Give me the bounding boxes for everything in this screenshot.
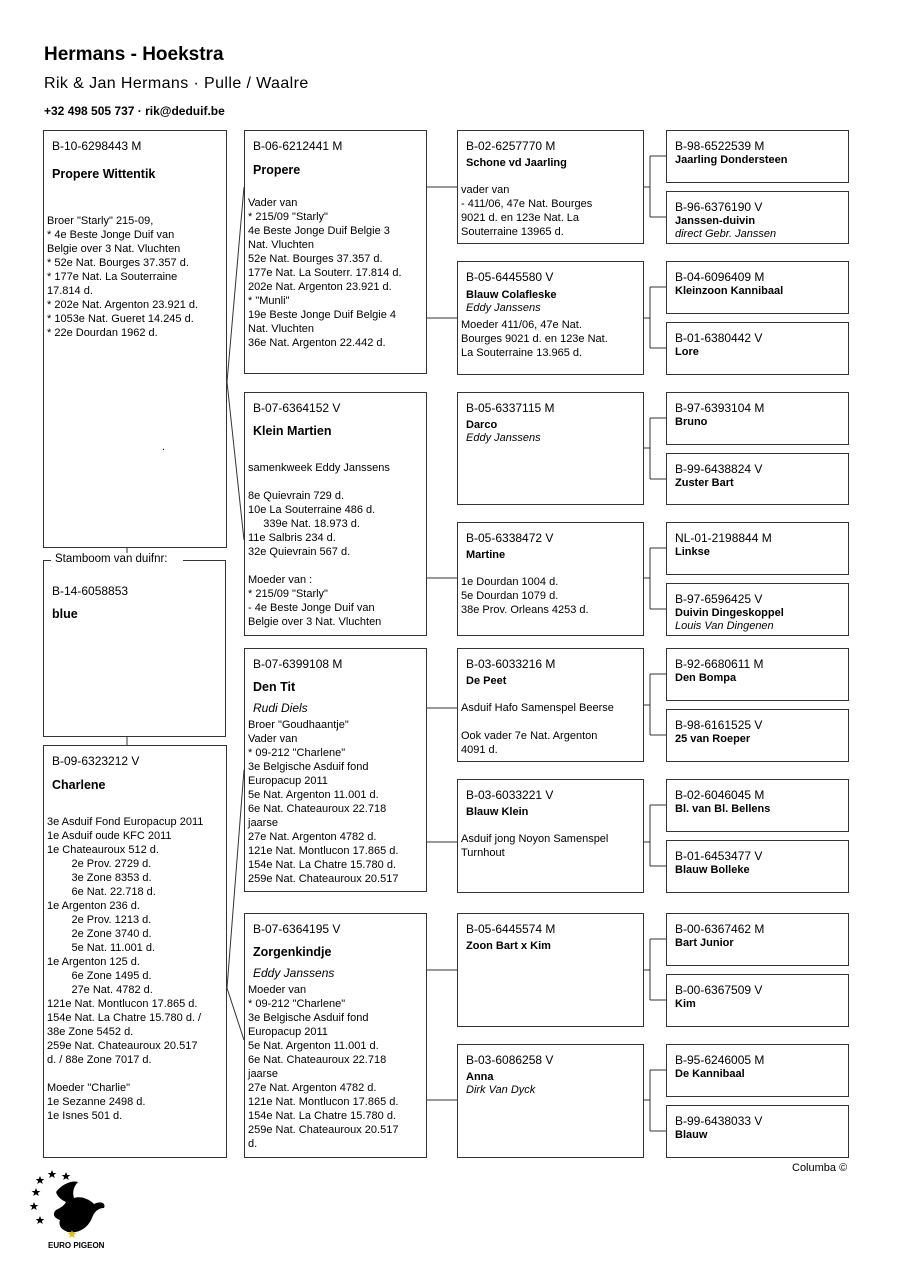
g3-info: Asduif Hafo Samenspel Beerse Ook vader 7e Nat. Argenton 4091 d.: [461, 702, 614, 756]
g2-ring: B-07-6399108 M: [253, 657, 343, 671]
g2-ring: B-06-6212441 M: [253, 139, 343, 153]
g4-name: Bruno: [675, 416, 708, 428]
g4-name: Jaarling Dondersteen: [675, 154, 788, 166]
g4-ring: B-01-6453477 V: [675, 849, 763, 863]
g3-info: Moeder 411/06, 47e Nat. Bourges 9021 d. en 123e Nat. La Souterraine 13.965 d.: [461, 319, 608, 359]
g4-name: Kleinzoon Kannibaal: [675, 285, 784, 297]
logo-text: EURO PIGEON: [48, 1241, 105, 1250]
dam-info: 3e Asduif Fond Europacup 2011 1e Asduif oude KFC 2011 1e Chateauroux 512 d. 2e Prov. 2729 d. 3e Zone 8353 d. 6e Nat. 22.718 d. 1e Argenton 236 d. 2e Prov. 1213 d. 2e Zone 3740 d. 5e Nat. 11.001 d. 1e Argenton 125 d. 6e Zone 1495 d. 27e Nat. 4782 d. 121e Nat. Montlucon 17.865 d. 154e Nat. La Chatre 15.780 d. / 38e Zone 5452 d. 259e Nat. Chateauroux 20.517 d. / 88e Zone 7017 d. Moeder "Charlie" 1e Sezanne 2498 d. 1e Isnes 501 d.: [47, 816, 204, 1122]
g2-name: Zorgenkindje: [253, 945, 332, 959]
g4-name: 25 van Roeper: [675, 733, 751, 745]
g4-ring: NL-01-2198844 M: [675, 531, 772, 545]
g4-name: Blauw: [675, 1129, 708, 1141]
g2-breeder: Rudi Diels: [253, 701, 308, 715]
g4-box: [666, 648, 849, 701]
g4-name: Blauw Bolleke: [675, 864, 750, 876]
g4-ring: B-04-6096409 M: [675, 270, 765, 284]
g4-box: [666, 779, 849, 832]
g4-ring: B-97-6596425 V: [675, 592, 763, 606]
dove-with-stars-icon: [28, 1170, 118, 1242]
subject-box: [43, 130, 227, 548]
subject-name: Propere Wittentik: [52, 167, 156, 181]
g4-box: [666, 261, 849, 314]
g4-ring: B-95-6246005 M: [675, 1053, 765, 1067]
g3-ring: B-05-6337115 M: [466, 401, 555, 415]
g3-box: [457, 779, 644, 893]
g2-info: samenkweek Eddy Janssens 8e Quievrain 729 d. 10e La Souterraine 486 d. 339e Nat. 18.973 d. 11e Salbris 234 d. 32e Quievrain 567 d. Moeder van : * 215/09 "Starly" - 4e Beste Jonge Duif van Belgie over 3 Nat. Vluchten: [248, 462, 390, 628]
g3-box: [457, 648, 644, 762]
g3-info: Asduif jong Noyon Samenspel Turnhout: [461, 833, 609, 859]
g4-ring: B-00-6367509 V: [675, 983, 763, 997]
g4-box: [666, 453, 849, 505]
g4-ring: B-02-6046045 M: [675, 788, 765, 802]
g4-ring: B-99-6438824 V: [675, 462, 763, 476]
connector-line: [227, 187, 244, 382]
g4-ring: B-92-6680611 M: [675, 657, 764, 671]
g3-breeder: Eddy Janssens: [466, 302, 541, 314]
g2-box: [244, 392, 427, 636]
g4-name: Den Bompa: [675, 672, 737, 684]
g2-name: Den Tit: [253, 680, 296, 694]
g3-ring: B-05-6338472 V: [466, 531, 554, 545]
dam-box: [43, 745, 227, 1158]
g4-box: [666, 522, 849, 575]
g4-name: Duivin Dingeskoppel: [675, 607, 784, 619]
g2-name: Klein Martien: [253, 424, 332, 438]
g2-box: [244, 913, 427, 1158]
g3-ring: B-03-6033221 V: [466, 788, 554, 802]
g3-box: [457, 522, 644, 636]
connector-line: [227, 770, 244, 988]
g3-ring: B-05-6445580 V: [466, 270, 554, 284]
g3-name: Martine: [466, 549, 506, 561]
g3-name: Anna: [466, 1071, 494, 1083]
g2-info: Vader van * 215/09 "Starly" 4e Beste Jonge Duif Belgie 3 Nat. Vluchten 52e Nat. Bourges 37.357 d. 177e Nat. La Souterr. 17.814 d. 202e Nat. Argenton 23.921 d. * "Munli" 19e Beste Jonge Duif Belgie 4 Nat. Vluchten 36e Nat. Argenton 22.442 d.: [248, 197, 402, 349]
g3-name: Blauw Colafleske: [466, 289, 557, 301]
g4-ring: B-97-6393104 M: [675, 401, 765, 415]
g3-box: [457, 1044, 644, 1158]
g4-box: [666, 840, 849, 893]
g4-breeder: direct Gebr. Janssen: [675, 228, 777, 240]
stamboom-label: Stamboom van duifnr:: [52, 553, 171, 565]
dam-ring: B-09-6323212 V: [52, 754, 140, 768]
g3-box: [457, 261, 644, 375]
g3-info: vader van - 411/06, 47e Nat. Bourges 9021 d. en 123e Nat. La Souterraine 13965 d.: [461, 184, 593, 238]
g4-name: Janssen-duivin: [675, 215, 756, 227]
subject-info: Broer "Starly" 215-09, * 4e Beste Jonge Duif van Belgie over 3 Nat. Vluchten * 52e Nat. Bourges 37.357 d. * 177e Nat. La Souterraine 17.814 d. * 202e Nat. Argenton 23.921 d. * 1053e Nat. Gueret 14.245 d. * 22e Dourdan 1962 d.: [47, 215, 199, 339]
g4-name: De Kannibaal: [675, 1068, 745, 1080]
g4-ring: B-00-6367462 M: [675, 922, 765, 936]
owner-subtitle: Rik & Jan Hermans · Pulle / Waalre: [44, 75, 309, 92]
dam-name: Charlene: [52, 778, 106, 792]
g4-name: Kim: [675, 998, 696, 1010]
contact-line: +32 498 505 737 · rik@deduif.be: [44, 104, 225, 118]
g4-box: [666, 1105, 849, 1158]
g3-breeder: Dirk Van Dyck: [466, 1084, 536, 1096]
copyright-text: Columba ©: [792, 1162, 848, 1174]
g3-box: [457, 130, 644, 244]
g4-breeder: Louis Van Dingenen: [675, 620, 774, 632]
g3-name: Darco: [466, 419, 498, 431]
g4-box: [666, 974, 849, 1027]
g2-name: Propere: [253, 163, 301, 177]
g4-name: Bart Junior: [675, 937, 734, 949]
stamboom-frame-line: [43, 560, 51, 561]
g4-name: Linkse: [675, 546, 710, 558]
g2-ring: B-07-6364152 V: [253, 401, 341, 415]
g3-info: 1e Dourdan 1004 d. 5e Dourdan 1079 d. 38e Prov. Orleans 4253 d.: [461, 576, 589, 616]
subject-mark: .: [162, 441, 166, 453]
owner-title: Hermans - Hoekstra: [44, 44, 224, 65]
stamboom-color: blue: [52, 607, 78, 621]
g2-info: Moeder van * 09-212 "Charlene" 3e Belgische Asduif fond Europacup 2011 5e Nat. Argenton 11.001 d. 6e Nat. Chateauroux 22.718 jaarse 27e Nat. Argenton 4782 d. 121e Nat. Montlucon 17.865 d. 154e Nat. La Chatre 15.780 d. 259e Nat. Chateauroux 20.517 d.: [248, 984, 399, 1150]
g4-ring: B-98-6161525 V: [675, 718, 763, 732]
g3-ring: B-05-6445574 M: [466, 922, 556, 936]
g4-box: [666, 583, 849, 636]
g4-ring: B-99-6438033 V: [675, 1114, 763, 1128]
subject-ring: B-10-6298443 M: [52, 139, 142, 153]
g3-ring: B-03-6086258 V: [466, 1053, 554, 1067]
g3-name: Schone vd Jaarling: [466, 157, 567, 169]
stamboom-ring: B-14-6058853: [52, 584, 129, 598]
g4-name: Lore: [675, 346, 699, 358]
g4-name: Zuster Bart: [675, 477, 734, 489]
connector-line: [227, 988, 244, 1040]
g2-info: Broer "Goudhaantje" Vader van * 09-212 "Charlene" 3e Belgische Asduif fond Europacup 2011 5e Nat. Argenton 11.001 d. 6e Nat. Chateauroux 22.718 jaarse 27e Nat. Argenton 4782 d. 121e Nat. Montlucon 17.865 d. 154e Nat. La Chatre 15.780 d. 259e Nat. Chateauroux 20.517: [248, 719, 399, 885]
g3-breeder: Eddy Janssens: [466, 432, 541, 444]
g3-box: [457, 913, 644, 1027]
g2-box: [244, 130, 427, 374]
g4-box: [666, 913, 849, 966]
g4-box: [666, 709, 849, 762]
g4-box: [666, 1044, 849, 1097]
g4-ring: B-98-6522539 M: [675, 139, 765, 153]
g4-name: Bl. van Bl. Bellens: [675, 803, 771, 815]
g3-ring: B-02-6257770 M: [466, 139, 556, 153]
g2-ring: B-07-6364195 V: [253, 922, 341, 936]
g3-ring: B-03-6033216 M: [466, 657, 556, 671]
g3-name: Blauw Klein: [466, 806, 529, 818]
g4-box: [666, 191, 849, 244]
connector-line: [227, 382, 244, 540]
g4-ring: B-96-6376190 V: [675, 200, 763, 214]
g4-box: [666, 392, 849, 445]
g2-box: [244, 648, 427, 892]
g3-box: [457, 392, 644, 505]
g4-box: [666, 322, 849, 375]
g3-name: Zoon Bart x Kim: [466, 940, 551, 952]
g4-ring: B-01-6380442 V: [675, 331, 763, 345]
g2-breeder: Eddy Janssens: [253, 966, 335, 980]
g3-name: De Peet: [466, 675, 507, 687]
g4-box: [666, 130, 849, 183]
stamboom-frame-line: [183, 560, 226, 561]
